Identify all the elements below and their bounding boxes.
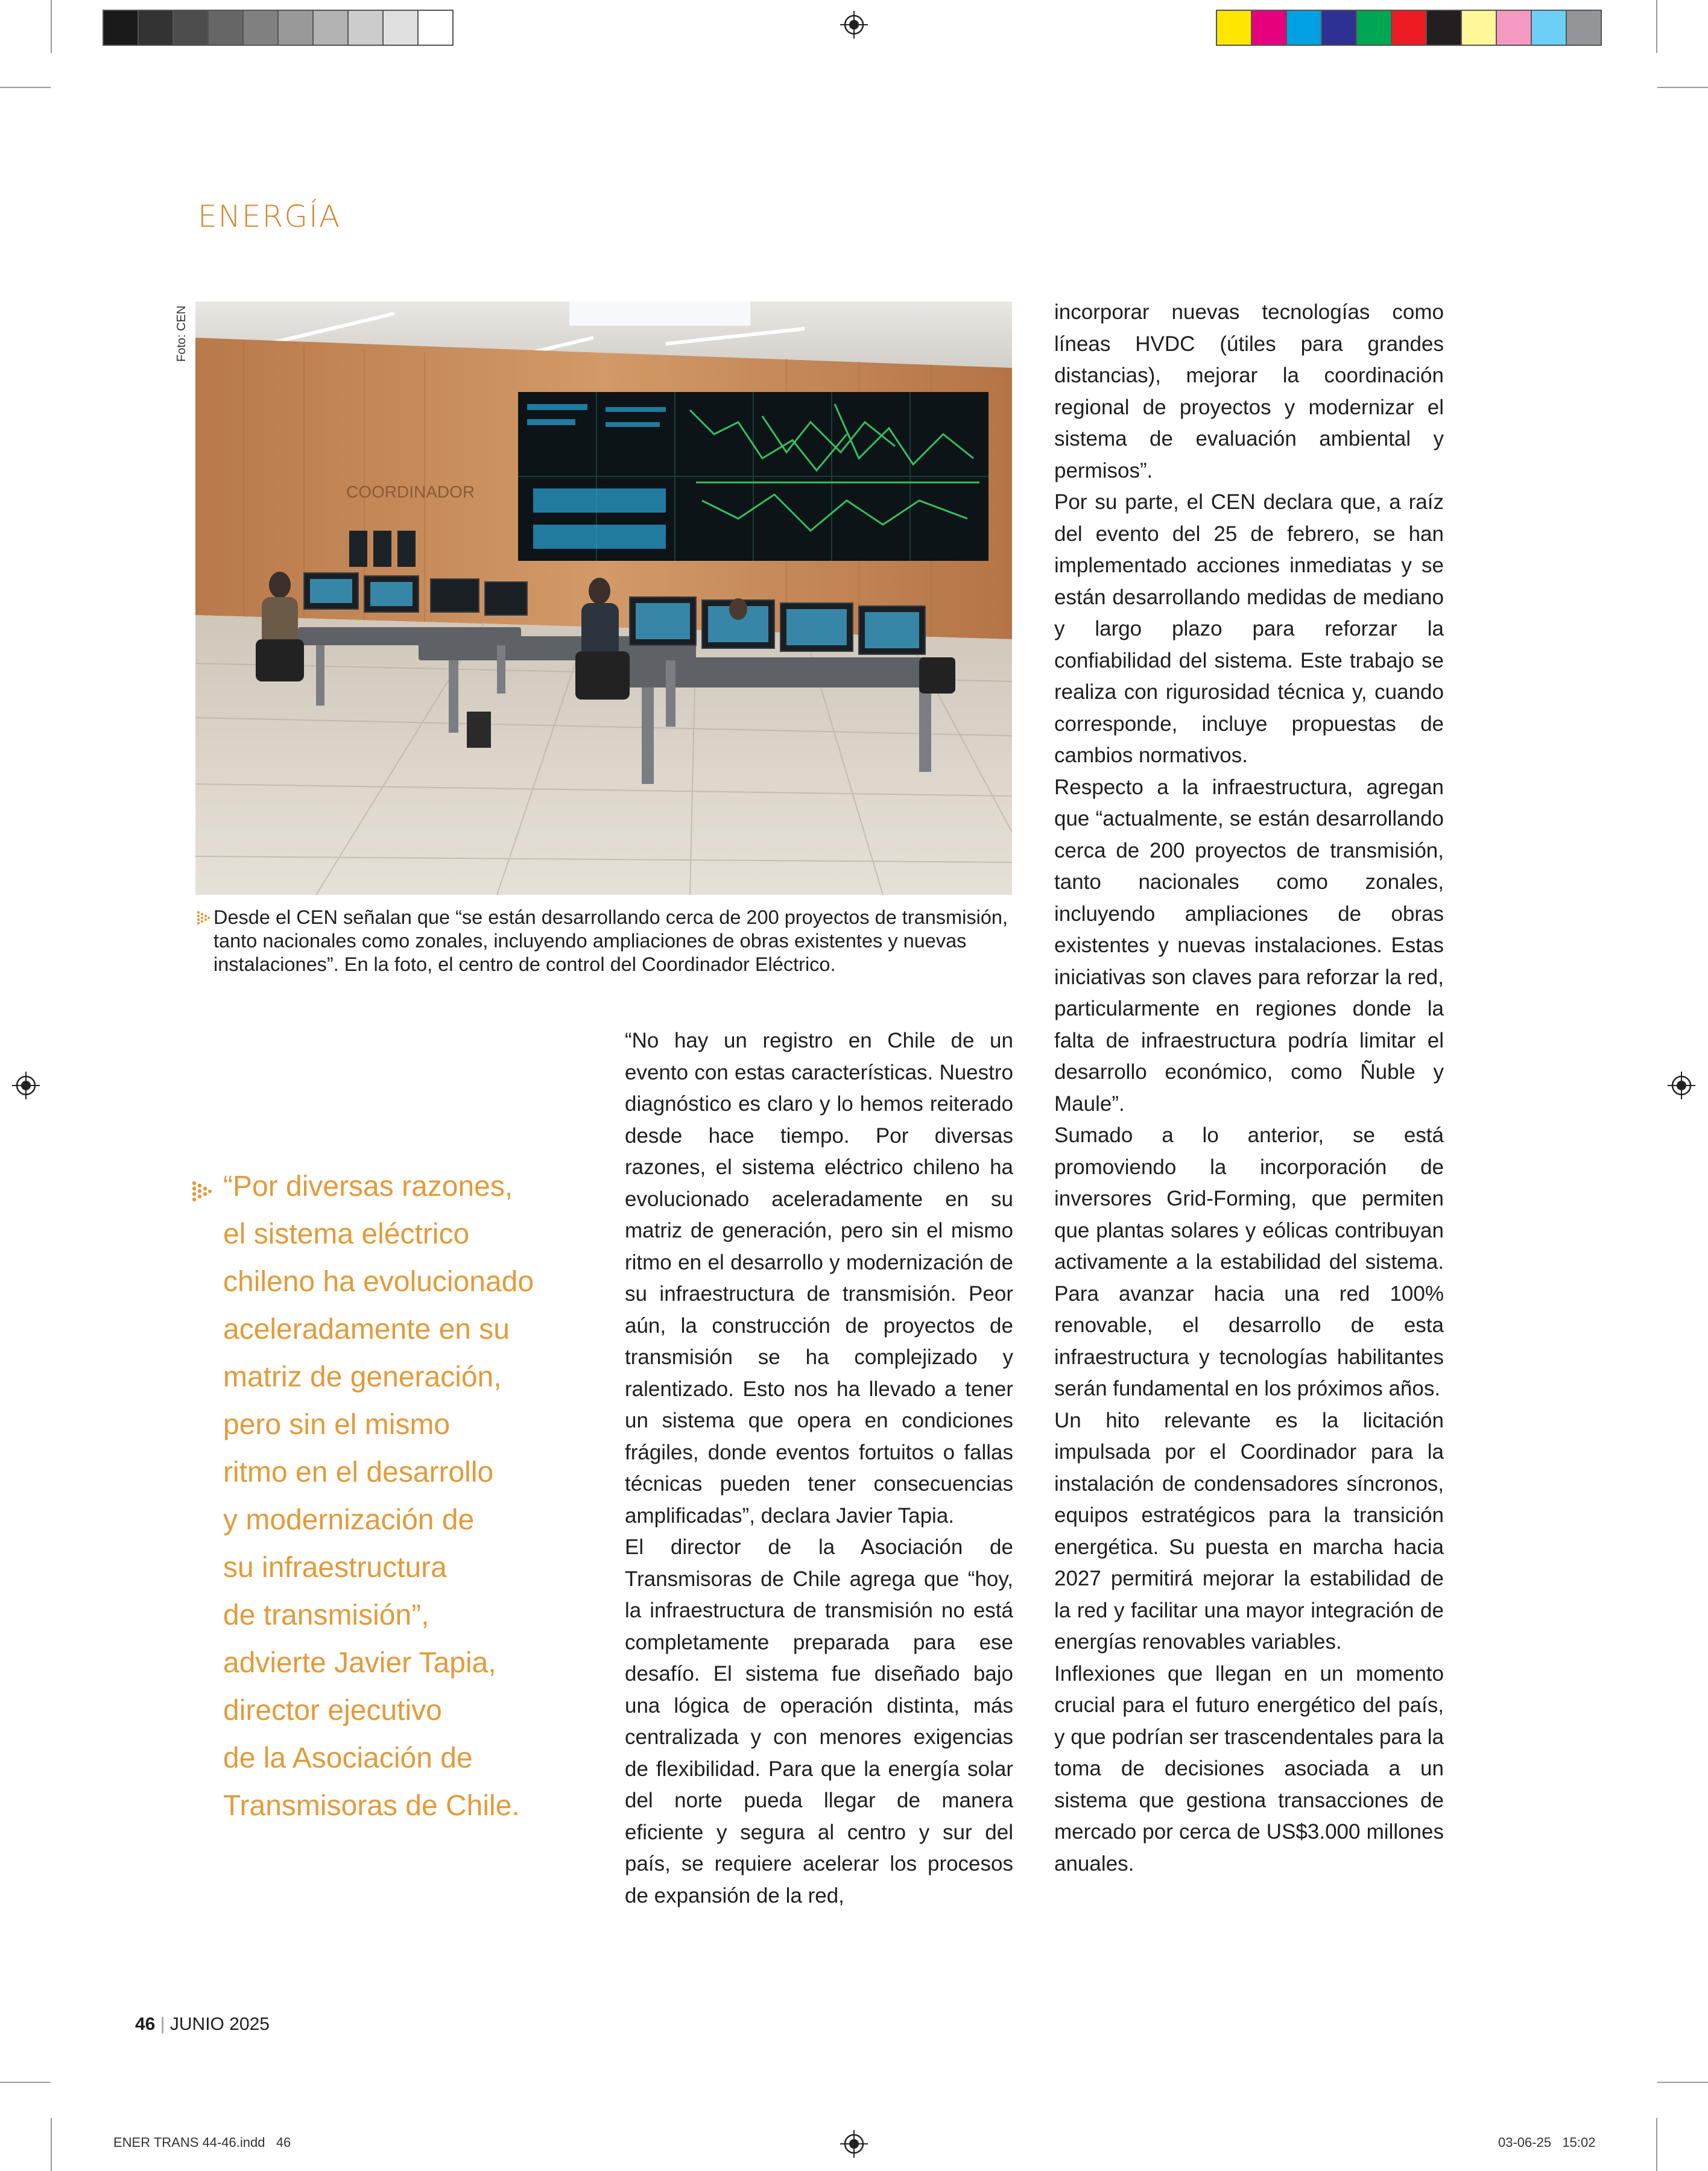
process-color-swatch [1497, 11, 1532, 45]
control-room-photo [195, 302, 1012, 895]
page-number: 46 [135, 2014, 156, 2034]
pull-quote-line: chileno ha evolucionado [223, 1266, 534, 1298]
pull-quote-line: aceleradamente en su [223, 1313, 510, 1345]
paragraph: Sumado a lo anterior, se está promoviendo la incorporación de inversores Grid-Forming, que permiten que plantas solares y eólicas contribuyan activamente a la estabilidad del sistema. Para avanzar hacia una red 100% renovable, el desarrollo de esta infraestructura y tecnologías habilitantes serán fundamental en los próximos años. [1054, 1123, 1444, 1400]
caption-arrow-icon [197, 911, 210, 925]
paragraph: Por su parte, el CEN declara que, a raíz del evento del 25 de febrero, se han implementado acciones inmediatas y se están desarrollando medidas de mediano y largo plazo para reforzar la confiabilidad del sistema. Este trabajo se realiza con rigurosidad técnica y, cuando corresponde, incluye propuestas de cambios normativos. [1054, 490, 1444, 767]
pull-quote-line: pero sin el mismo [223, 1409, 451, 1441]
gray-swatch [139, 11, 174, 45]
process-color-swatch [1392, 11, 1427, 45]
slug-file: ENER TRANS 44-46.indd 46 [113, 2135, 291, 2150]
slug-date: 03-06-25 15:02 [1498, 2135, 1596, 2150]
issue-date: JUNIO 2025 [169, 2014, 270, 2034]
process-color-swatch [1567, 11, 1601, 45]
pull-quote-line: Transmisoras de Chile. [223, 1790, 520, 1822]
pull-quote-line: matriz de generación, [223, 1361, 502, 1393]
registration-mark-icon [1668, 1072, 1695, 1099]
paragraph: El director de la Asociación de Transmisoras de Chile agrega que “hoy, la infraestructura de transmisión no está completamente preparada para ese desafío. El sistema fue diseñado bajo una lógica de operación distinta, más centralizada y con menores exigencias de flexibilidad. Para que la energía solar del norte pueda llegar de manera eficiente y segura al centro y sur del país, se requiere acelerar los procesos de expansión de la red, [625, 1535, 1013, 1907]
crop-mark [1657, 2082, 1708, 2083]
pull-quote-line: de la Asociación de [223, 1742, 473, 1774]
grayscale-color-bar [103, 10, 454, 46]
photo-caption [197, 906, 1014, 976]
pull-quote-arrow-icon [192, 1181, 212, 1202]
gray-swatch [314, 11, 349, 45]
process-color-swatch [1462, 11, 1497, 45]
pull-quote-line: advierte Javier Tapia, [223, 1647, 496, 1679]
crop-mark [0, 2082, 51, 2083]
gray-swatch [279, 11, 314, 45]
paragraph: “No hay un registro en Chile de un evento con estas características. Nuestro diagnóstico es claro y lo hemos reiterado desde hace tiempo. Por diversas razones, el sistema eléctrico chileno ha evolucionado aceleradamente en su matriz de generación, pero sin el mismo ritmo en el desarrollo y modernización de su infraestructura de transmisión. Peor aún, la construcción de proyectos de transmisión se ha complejizado y ralentizado. Esto nos ha llevado a tener un sistema que opera en condiciones frágiles, donde eventos fortuitos o fallas técnicas pueden tener consecuencias amplificadas”, declara Javier Tapia. [625, 1029, 1013, 1528]
registration-mark-icon [12, 1072, 40, 1099]
crop-mark [51, 0, 52, 53]
gray-swatch [349, 11, 384, 45]
paragraph: Un hito relevante es la licitación impulsada por el Coordinador para la instalación de condensadores síncronos, equipos estratégicos para la transición energética. Su puesta en marcha hacia 2027 permitirá mejorar la estabilidad de la red y facilitar una mayor integración de energías renovables variables. [1054, 1408, 1444, 1654]
pull-quote-line: su infraestructura [223, 1552, 447, 1584]
paragraph: incorporar nuevas tecnologías como líneas HVDC (útiles para grandes distancias), mejorar la coordinación regional de proyectos y modernizar el sistema de evaluación ambiental y permisos”. [1054, 300, 1444, 482]
process-color-swatch [1287, 11, 1322, 45]
crop-mark [51, 2118, 52, 2171]
process-color-swatch [1357, 11, 1392, 45]
paragraph: Respecto a la infraestructura, agregan que “actualmente, se están desarrollando cerca de 200 proyectos de transmisión, tanto nacionales como zonales, incluyendo ampliaciones de obras existentes y nuevas instalaciones. Estas iniciativas son claves para reforzar la red, particularmente en regiones donde la falta de infraestructura podría limitar el desarrollo económico, como Ñuble y Maule”. [1054, 775, 1444, 1116]
caption-line: Desde el CEN señalan que “se están desarrollando cerca de 200 proyectos de transmisión, [214, 906, 1008, 928]
pull-quote-line: director ejecutivo [223, 1695, 442, 1727]
gray-swatch [419, 11, 452, 45]
process-color-bar [1216, 10, 1602, 46]
crop-mark [1657, 87, 1708, 88]
caption-line: instalaciones”. En la foto, el centro de control del Coordinador Eléctrico. [214, 953, 836, 975]
pull-quote-line: de transmisión”, [223, 1599, 429, 1631]
registration-mark-icon [840, 2130, 868, 2158]
process-color-swatch [1322, 11, 1357, 45]
process-color-swatch [1427, 11, 1462, 45]
process-color-swatch [1252, 11, 1287, 45]
registration-mark-icon [840, 11, 868, 39]
process-color-swatch [1532, 11, 1567, 45]
pull-quote-line: ritmo en el desarrollo [223, 1456, 494, 1488]
gray-swatch [209, 11, 244, 45]
gray-swatch [104, 11, 139, 45]
caption-line: tanto nacionales como zonales, incluyendo ampliaciones de obras existentes y nuevas [214, 930, 967, 952]
crop-mark [1656, 2118, 1657, 2171]
folio-separator: | [160, 2014, 165, 2034]
gray-swatch [244, 11, 279, 45]
pull-quote-line: “Por diversas razones, [223, 1171, 513, 1202]
gray-swatch [174, 11, 209, 45]
paragraph: Inflexiones que llegan en un momento crucial para el futuro energético del país, y que podrían ser trascendentales para la toma de decisiones asociada a un sistema que gestiona transacciones de mercado por cerca de US$3.000 millones anuales. [1054, 1661, 1444, 1876]
body-column-2 [625, 1025, 1013, 1912]
folio [135, 2014, 270, 2035]
body-column-3 [1054, 297, 1444, 1880]
crop-mark [0, 87, 51, 88]
crop-mark [1656, 0, 1657, 53]
process-color-swatch [1217, 11, 1252, 45]
photo-credit: Foto: CEN [175, 305, 188, 362]
wall-sign: COORDINADOR [346, 482, 475, 501]
pull-quote-line: el sistema eléctrico [223, 1218, 470, 1250]
gray-swatch [384, 11, 419, 45]
section-title: ENERGÍA [198, 199, 341, 234]
pull-quote-line: y modernización de [223, 1504, 475, 1536]
